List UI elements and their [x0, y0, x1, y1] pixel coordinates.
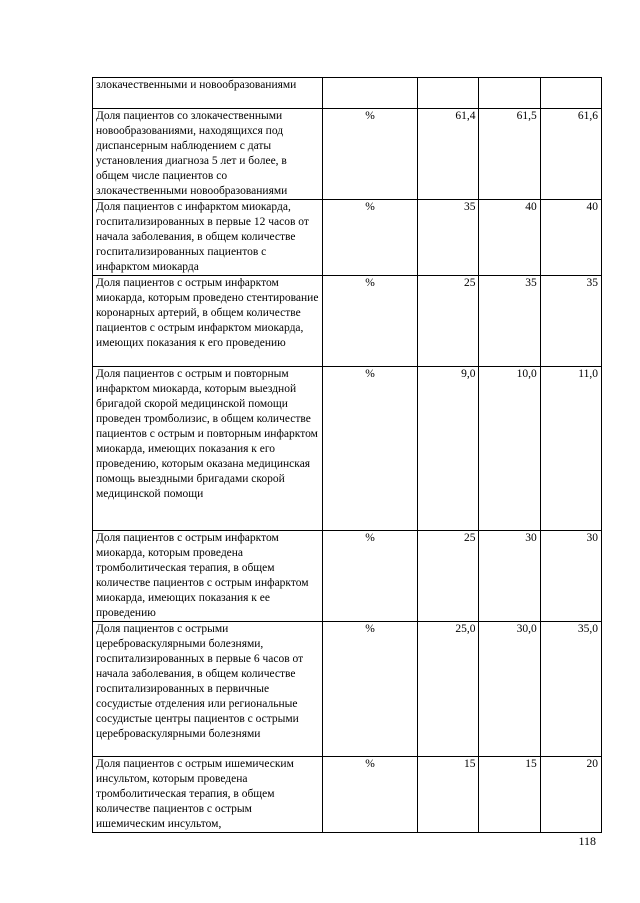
value-cell-1: 35: [418, 200, 479, 276]
value-cell-2: 61,5: [479, 109, 540, 200]
value-cell-3: 30: [540, 531, 601, 622]
value-cell-1: [418, 78, 479, 109]
table-row: [93, 531, 602, 622]
table-row: [93, 757, 602, 833]
indicator-name: злокачественными и новообразованиями: [93, 78, 323, 109]
value-cell-3: [540, 78, 601, 109]
indicator-name: Доля пациентов с острым инфарктом миокарда, которым проведена тромболитическая терапия, в общем количестве пациентов с острым инфарктом миокарда, имеющих показания к ее проведению: [93, 531, 323, 622]
value-cell-3: 61,6: [540, 109, 601, 200]
indicators-table-body: [93, 78, 602, 833]
table-row: [93, 622, 602, 757]
value-cell-2: 30: [479, 531, 540, 622]
unit-cell: %: [322, 531, 417, 622]
indicator-name: Доля пациентов с острыми цереброваскулярными болезнями, госпитализированных в первые 6 часов от начала заболевания, в общем количестве госпитализированных в первичные сосудистые отделения или региональные сосудистые центры пациентов с острыми цереброваскулярными болезнями: [93, 622, 323, 757]
value-cell-2: 10,0: [479, 367, 540, 531]
indicator-name: Доля пациентов со злокачественными новообразованиями, находящихся под диспансерным наблюдением с даты установления диагноза 5 лет и более, в общем числе пациентов со злокачественными новообразованиями: [93, 109, 323, 200]
value-cell-2: 30,0: [479, 622, 540, 757]
table-row: [93, 78, 602, 109]
value-cell-1: 25,0: [418, 622, 479, 757]
unit-cell: %: [322, 109, 417, 200]
unit-cell: %: [322, 200, 417, 276]
value-cell-3: 40: [540, 200, 601, 276]
value-cell-2: [479, 78, 540, 109]
value-cell-1: 25: [418, 276, 479, 367]
value-cell-2: 40: [479, 200, 540, 276]
value-cell-2: 35: [479, 276, 540, 367]
unit-cell: [322, 78, 417, 109]
value-cell-3: 11,0: [540, 367, 601, 531]
table-row: [93, 200, 602, 276]
value-cell-3: 35,0: [540, 622, 601, 757]
indicators-table: [92, 77, 602, 833]
value-cell-1: 15: [418, 757, 479, 833]
page-number: 118: [578, 834, 596, 848]
table-row: [93, 109, 602, 200]
indicator-name: Доля пациентов с острым ишемическим инсультом, которым проведена тромболитическая терапия, в общем количестве пациентов с острым ишемическим инсультом,: [93, 757, 323, 833]
value-cell-2: 15: [479, 757, 540, 833]
unit-cell: %: [322, 757, 417, 833]
table-row: [93, 367, 602, 531]
unit-cell: %: [322, 367, 417, 531]
value-cell-1: 61,4: [418, 109, 479, 200]
value-cell-3: 20: [540, 757, 601, 833]
table-row: [93, 276, 602, 367]
indicator-name: Доля пациентов с острым и повторным инфарктом миокарда, которым выездной бригадой скорой медицинской помощи проведен тромболизис, в общем количестве пациентов с острым и повторным инфарктом миокарда, имеющих показания к его проведению, которым оказана медицинская помощь выездными бригадами скорой медицинской помощи: [93, 367, 323, 531]
indicator-name: Доля пациентов с острым инфарктом миокарда, которым проведено стентирование коронарных артерий, в общем количестве пациентов с острым инфарктом миокарда, имеющих показания к его проведению: [93, 276, 323, 367]
indicator-name: Доля пациентов с инфарктом миокарда, госпитализированных в первые 12 часов от начала заболевания, в общем количестве госпитализированных пациентов с инфарктом миокарда: [93, 200, 323, 276]
value-cell-3: 35: [540, 276, 601, 367]
value-cell-1: 9,0: [418, 367, 479, 531]
unit-cell: %: [322, 622, 417, 757]
value-cell-1: 25: [418, 531, 479, 622]
unit-cell: %: [322, 276, 417, 367]
